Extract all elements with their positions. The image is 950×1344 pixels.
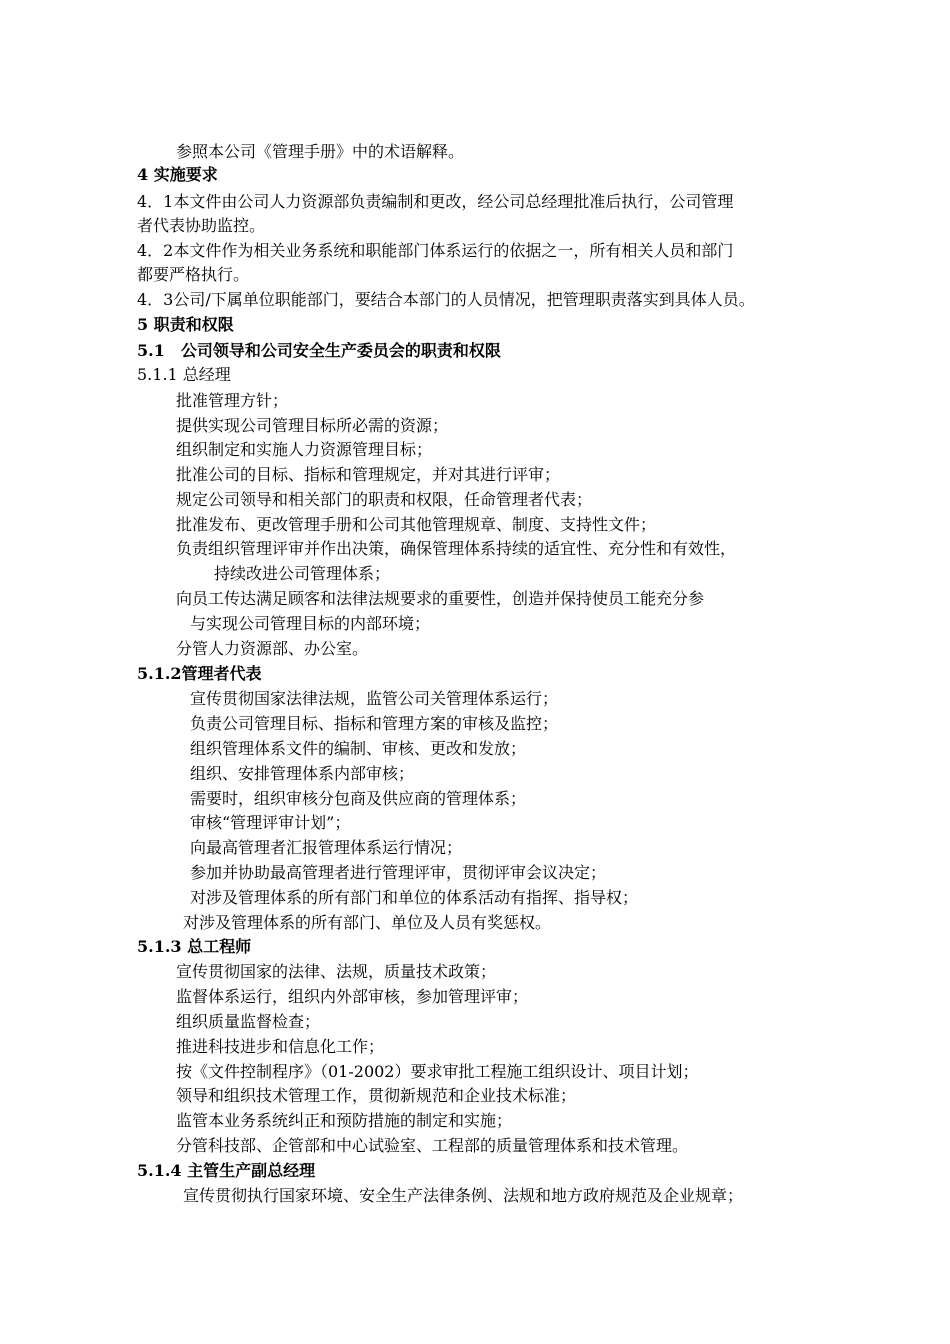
paragraph-line: 参照本公司《管理手册》中的术语解释。 [176, 142, 465, 161]
section-heading: 5 职责和权限 [137, 315, 234, 334]
list-item: 组织、安排管理体系内部审核； [190, 764, 415, 783]
list-item: 负责公司管理目标、指标和管理方案的审核及监控； [190, 714, 559, 733]
subsection-heading: 5.1.1 总经理 [137, 365, 231, 384]
list-item: 组织制定和实施人力资源管理目标； [176, 440, 433, 459]
list-item: 持续改进公司管理体系； [214, 564, 391, 583]
list-item: 宣传贯彻国家的法律、法规，质量技术政策； [176, 962, 497, 981]
list-item: 审核“管理评审计划”； [190, 813, 351, 832]
list-item: 需要时，组织审核分包商及供应商的管理体系； [190, 789, 527, 808]
list-item: 对涉及管理体系的所有部门和单位的体系活动有指挥、指导权； [190, 888, 639, 907]
subsection-heading: 5.1 公司领导和公司安全生产委员会的职责和权限 [137, 341, 501, 360]
paragraph-line: 者代表协助监控。 [137, 216, 266, 235]
list-item: 监督体系运行，组织内外部审核，参加管理评审； [176, 987, 529, 1006]
list-item: 宣传贯彻国家法律法规，监管公司关管理体系运行； [190, 689, 559, 708]
list-item: 组织管理体系文件的编制、审核、更改和发放； [190, 739, 527, 758]
paragraph-line: 4．3公司/下属单位职能部门，要结合本部门的人员情况，把管理职责落实到具体人员。 [137, 290, 755, 309]
list-item: 批准公司的目标、指标和管理规定，并对其进行评审； [176, 465, 561, 484]
list-item: 负责组织管理评审并作出决策，确保管理体系持续的适宜性、充分性和有效性， [176, 539, 737, 558]
list-item: 提供实现公司管理目标所必需的资源； [176, 416, 449, 435]
list-item: 领导和组织技术管理工作，贯彻新规范和企业技术标准； [176, 1086, 577, 1105]
subsection-heading: 5.1.3 总工程师 [137, 937, 252, 956]
list-item: 监管本业务系统纠正和预防措施的制定和实施； [176, 1111, 513, 1130]
subsection-heading: 5.1.2管理者代表 [137, 664, 262, 683]
list-item: 组织质量监督检查； [176, 1012, 321, 1031]
list-item: 宣传贯彻执行国家环境、安全生产法律条例、法规和地方政府规范及企业规章； [183, 1186, 744, 1205]
paragraph-line: 4．1本文件由公司人力资源部负责编制和更改，经公司总经理批准后执行，公司管理 [137, 192, 734, 211]
list-item: 分管科技部、企管部和中心试验室、工程部的质量管理体系和技术管理。 [176, 1136, 689, 1155]
list-item: 向最高管理者汇报管理体系运行情况； [190, 838, 463, 857]
list-item: 分管人力资源部、办公室。 [176, 639, 369, 658]
paragraph-line: 4．2本文件作为相关业务系统和职能部门体系运行的依据之一，所有相关人员和部门 [137, 241, 734, 260]
list-item: 批准发布、更改管理手册和公司其他管理规章、制度、支持性文件； [176, 515, 657, 534]
list-item: 对涉及管理体系的所有部门、单位及人员有奖惩权。 [183, 913, 552, 932]
list-item: 批准管理方针； [176, 391, 289, 410]
list-item: 规定公司领导和相关部门的职责和权限，任命管理者代表； [176, 490, 593, 509]
list-item: 推进科技进步和信息化工作； [176, 1037, 385, 1056]
list-item: 向员工传达满足顾客和法律法规要求的重要性，创造并保持使员工能充分参 [176, 589, 705, 608]
paragraph-line: 都要严格执行。 [137, 265, 250, 284]
list-item: 与实现公司管理目标的内部环境； [190, 614, 431, 633]
subsection-heading: 5.1.4 主管生产副总经理 [137, 1161, 316, 1180]
list-item: 参加并协助最高管理者进行管理评审，贯彻评审会议决定； [190, 863, 607, 882]
section-heading: 4 实施要求 [137, 165, 218, 184]
list-item: 按《文件控制程序》（01-2002）要求审批工程施工组织设计、项目计划； [176, 1062, 699, 1081]
